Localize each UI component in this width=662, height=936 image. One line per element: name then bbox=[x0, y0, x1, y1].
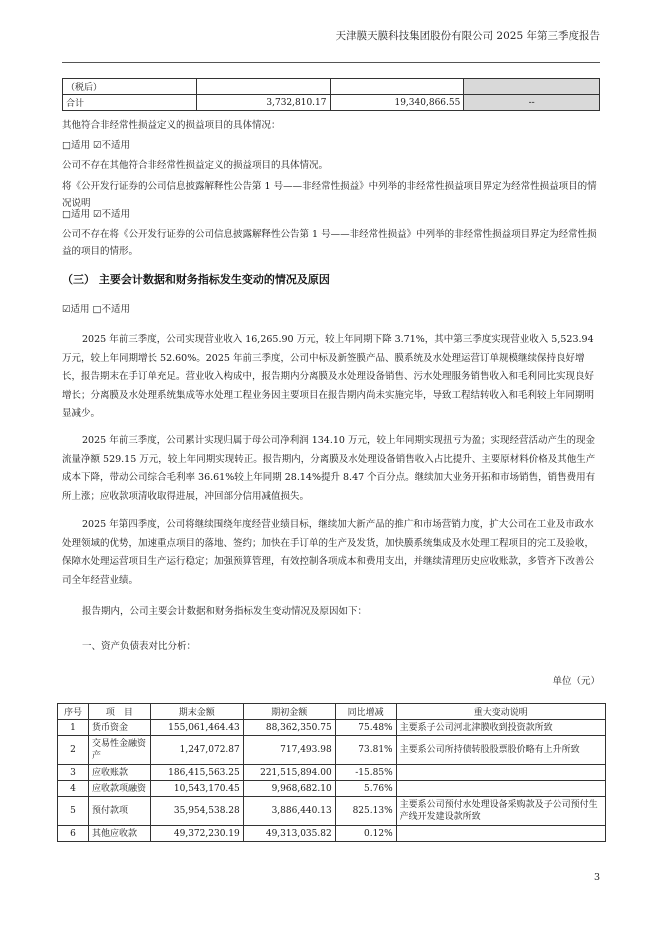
table-row bbox=[58, 720, 606, 736]
paragraph: 2025 年前三季度，公司实现营业收入 16,265.90 万元，较上年同期下降 3.71%，其中第三季度实现营业收入 5,523.94 万元，较上年同期增长 52.60%。2025 年前三季度，公司中标及新签膜产品、膜系统及水处理运营订单规模继续保持良好增长，报告期末在手订单充足。营业收入构成中，报告期内分离膜及水处理设备销售、污水处理服务销售收入和毛利同比实现良好增长；分离膜及水处理系统集成等水处理工程业务因主要项目在报告期内尚未实施完毕，导致工程结转收入和毛利较上年同期明显减少。 bbox=[62, 334, 595, 419]
ending-amount: 10,543,170.45 bbox=[150, 781, 243, 797]
column-header: 期末金额 bbox=[150, 704, 243, 720]
opening-amount: 9,968,682.10 bbox=[243, 781, 335, 797]
column-header: 重大变动说明 bbox=[396, 704, 605, 720]
ending-amount: 49,372,230.19 bbox=[150, 826, 243, 842]
table-cell: （税后） bbox=[63, 79, 197, 95]
item-name: 预付款项 bbox=[88, 797, 150, 826]
paragraph: 公司不存在将《公开发行证券的公司信息披露解释性公告第 1 号——非经常性损益》中列举的非经常性损益项目界定为经常性损益的项目的情形。 bbox=[62, 229, 597, 257]
total-current: 3,732,810.17 bbox=[196, 95, 330, 111]
ending-amount: 155,061,464.43 bbox=[150, 720, 243, 736]
ending-amount: 186,415,563.25 bbox=[150, 765, 243, 781]
opening-amount: 49,313,035.82 bbox=[243, 826, 335, 842]
change-percent: 825.13% bbox=[335, 797, 396, 826]
table-row bbox=[58, 797, 606, 826]
paragraph: 报告期内，公司主要会计数据和财务指标发生变动情况及原因如下： bbox=[82, 606, 368, 617]
item-name: 应收款项融资 bbox=[88, 781, 150, 797]
change-note: 主要系子公司河北津膜收到投资款所致 bbox=[396, 720, 605, 736]
change-note: 主要系公司所持债转股股票股价略有上升所致 bbox=[396, 736, 605, 765]
row-index: 2 bbox=[58, 736, 89, 765]
paragraph: 其他符合非经常性损益定义的损益项目的具体情况： bbox=[62, 120, 281, 131]
column-header: 序号 bbox=[58, 704, 89, 720]
opening-amount: 3,886,440.13 bbox=[243, 797, 335, 826]
column-header: 同比增减 bbox=[335, 704, 396, 720]
change-note bbox=[396, 765, 605, 781]
item-name: 货币资金 bbox=[88, 720, 150, 736]
table-row bbox=[58, 736, 606, 765]
item-name: 应收账款 bbox=[88, 765, 150, 781]
change-note bbox=[396, 826, 605, 842]
ending-amount: 35,954,538.28 bbox=[150, 797, 243, 826]
balance-sheet-table bbox=[57, 703, 606, 842]
total-label: 合计 bbox=[63, 95, 197, 111]
table-cell bbox=[330, 79, 464, 95]
total-ytd: 19,340,866.55 bbox=[330, 95, 464, 111]
paragraph: 2025 年前三季度，公司累计实现归属于母公司净利润 134.10 万元，较上年同期实现扭亏为盈；实现经营活动产生的现金流量净额 529.15 万元，较上年同期实现转正。报告期内，分离膜及水处理设备销售收入占比提升、主要原材料价格及其他生产成本下降，带动公司综合毛利率 36.61%较上年同期 28.14%提升 8.47 个百分点。继续加大业务开拓和市场销售，销售费用有所上涨；应收款项清收取得进展，冲回部分信用减值损失。 bbox=[62, 435, 596, 502]
item-name: 交易性金融资产 bbox=[88, 736, 150, 765]
change-percent: -15.85% bbox=[335, 765, 396, 781]
opening-amount: 717,493.98 bbox=[243, 736, 335, 765]
applicability-mark: ☑适用 □不适用 bbox=[62, 304, 131, 315]
paragraph: 2025 年第四季度，公司将继续围绕年度经营业绩目标，继续加大新产品的推广和市场营销力度，扩大公司在工业及市政水处理领域的优势，加速重点项目的落地、签约；加快在手订单的生产及发货，加快膜系统集成及水处理工程项目的完工及验收，保障水处理运营项目生产运行稳定；加强预算管理，有效控制各项成本和费用支出，并继续清理历史应收账款，多管齐下改善公司全年经营业绩。 bbox=[62, 519, 595, 586]
change-note: 主要系公司预付水处理设备采购款及子公司预付生产线开发建设款所致 bbox=[396, 797, 605, 826]
row-index: 3 bbox=[58, 765, 89, 781]
change-percent: 5.76% bbox=[335, 781, 396, 797]
table-cell bbox=[196, 79, 330, 95]
table-header-row bbox=[58, 704, 606, 720]
paragraph: 公司不存在其他符合非经常性损益定义的损益项目的具体情况。 bbox=[62, 160, 329, 171]
opening-amount: 88,362,350.75 bbox=[243, 720, 335, 736]
unit-label: 单位（元） bbox=[552, 676, 600, 687]
total-note: -- bbox=[464, 95, 600, 111]
row-index: 5 bbox=[58, 797, 89, 826]
report-header: 天津膜天膜科技集团股份有限公司 2025 年第三季度报告 bbox=[335, 30, 600, 42]
applicability-mark: □适用 ☑不适用 bbox=[62, 140, 131, 151]
change-note bbox=[396, 781, 605, 797]
table-row bbox=[58, 826, 606, 842]
header-divider bbox=[62, 62, 600, 63]
section-title: （三） 主要会计数据和财务指标发生变动的情况及原因 bbox=[62, 273, 330, 286]
change-percent: 0.12% bbox=[335, 826, 396, 842]
row-index: 6 bbox=[58, 826, 89, 842]
page-number: 3 bbox=[593, 872, 600, 883]
row-index: 1 bbox=[58, 720, 89, 736]
opening-amount: 221,515,894.00 bbox=[243, 765, 335, 781]
table-row bbox=[63, 95, 600, 111]
table-cell bbox=[464, 79, 600, 95]
column-header: 项 目 bbox=[88, 704, 150, 720]
table-row bbox=[58, 765, 606, 781]
row-index: 4 bbox=[58, 781, 89, 797]
table-row bbox=[58, 781, 606, 797]
change-percent: 75.48% bbox=[335, 720, 396, 736]
change-percent: 73.81% bbox=[335, 736, 396, 765]
table-row bbox=[63, 79, 600, 95]
non-recurring-summary-table bbox=[62, 78, 600, 111]
applicability-mark: □适用 ☑不适用 bbox=[62, 209, 131, 220]
ending-amount: 1,247,072.87 bbox=[150, 736, 243, 765]
item-name: 其他应收款 bbox=[88, 826, 150, 842]
column-header: 期初金额 bbox=[243, 704, 335, 720]
subheading: 一、资产负债表对比分析： bbox=[82, 641, 197, 652]
paragraph: 将《公开发行证券的公司信息披露解释性公告第 1 号——非经常性损益》中列举的非经常性损益项目界定为经常性损益项目的情况说明 bbox=[62, 181, 597, 209]
